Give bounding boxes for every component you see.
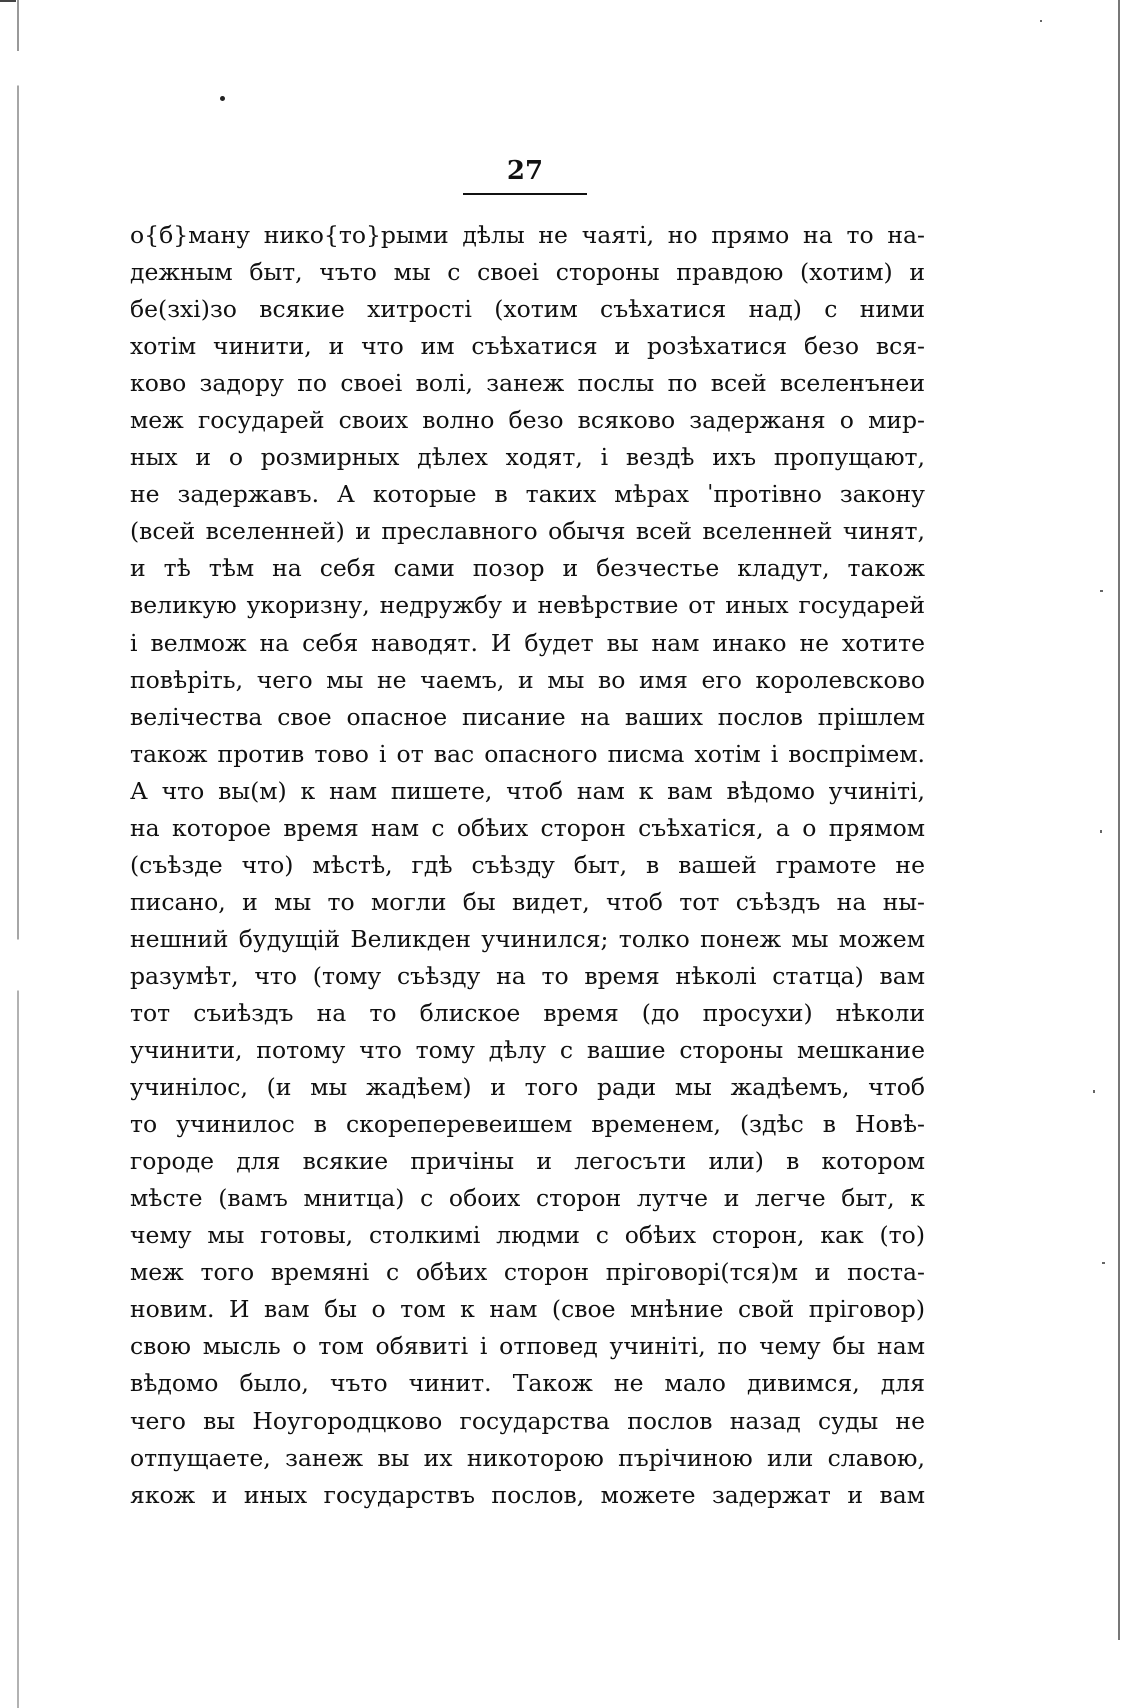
text-line: дежным быт, чъто мы с своеi стороны правдою (хотим) и [130,258,925,287]
text-line: о{б}ману нико{то}рыми дѣлы не чаятi, но прямо на то на- [130,221,925,249]
text-line: нешний будущiй Великден учинился; толко понеж мы можем [130,924,925,953]
text-line: меж государей своих волно безо всяково задержаня о мир- [130,406,925,435]
text-line: хотiм чинити, и что им съѣхатися и розѣхатися безо вся- [130,332,925,361]
text-line: повѣрiть, чего мы не чаемъ, и мы во имя его королевсково [130,665,925,694]
scan-corner-mark [0,0,16,2]
text-line: учинити, потому что тому дѣлу с вашие стороны мешкание [130,1036,925,1065]
text-line: то учинилос в скореперевеишем временем, (здѣс в Новѣ- [130,1110,925,1139]
text-line: новим. И вам бы о том к нам (свое мнѣние свой прiговор) [130,1295,925,1324]
page-number-rule [463,193,587,195]
text-line: чего вы Ноугородцково государства послов назад суды не [130,1406,925,1435]
text-line: якож и иных государствъ послов, можете задержат и вам [130,1480,925,1509]
text-line: на которое время нам с обѣих сторон съѣхатiся, а о прямом [130,813,925,842]
text-line: великую укоризну, недружбу и невѣрствие от иных государей [130,591,925,620]
text-line: i велмож на себя наводят. И будет вы нам инако не хотите [130,628,925,657]
scan-speck [1100,830,1102,833]
scan-left-edge [17,0,19,1708]
body-text [130,217,925,1514]
ink-dot [220,96,225,101]
text-line: ных и о розмирных дѣлех ходят, i вездѣ ихъ пропущают, [130,443,925,472]
text-line: разумѣт, что (тому съѣзду на то время нѣколi статца) вам [130,961,925,990]
text-line: також против тово i от вас опасного писма хотiм i воспрiмем. [130,739,925,768]
text-line: писано, и мы то могли бы видет, чтоб тот съѣздъ на ны- [130,887,925,916]
text-line: бе(зхi)зо всякие хитростi (хотим съѣхатися над) с ними [130,295,925,324]
text-line: не задержавъ. А которые в таких мѣрах ˈпротiвно закону [130,480,925,509]
scan-speck [1040,20,1042,22]
text-line: меж того времянi с обѣих сторон прiговорi(тся)м и поста- [130,1258,925,1287]
text-line: (всей вселенней) и преславного обычя всей вселенней чинят, [130,517,925,546]
text-line: велiчества свое опасное писание на ваших послов прiшлем [130,702,925,731]
text-line: ково задору по своеi волi, занеж послы по всей вселенънеи [130,369,925,398]
text-line: отпущаете, занеж вы их никоторою пърiчиною или славою, [130,1443,925,1472]
text-line: А что вы(м) к нам пишете, чтоб нам к вам вѣдомо учинiтi, [130,776,925,805]
text-line: и тѣ тѣм на себя сами позор и безчестье кладут, також [130,554,925,583]
text-line: тот съиѣздъ на то блиское время (до просухи) нѣколи [130,998,925,1027]
text-line: (съѣзде что) мѣстѣ, гдѣ съѣзду быт, в вашей грамоте не [130,850,925,879]
text-line: городе для всякие причiны и легосъти или) в котором [130,1147,925,1176]
scan-speck [1100,590,1103,592]
text-line: мѣсте (вамъ мнитца) с обоих сторон лутче и легче быт, к [130,1184,925,1213]
page-number: 27 [506,156,544,186]
text-line: вѣдомо было, чъто чинит. Також не мало дивимся, для [130,1369,925,1398]
text-line: чему мы готовы, столкимi людми с обѣих сторон, как (то) [130,1221,925,1250]
scan-speck [1093,1090,1095,1093]
scan-right-edge [1118,0,1120,1640]
text-line: учинiлос, (и мы жадѣем) и того ради мы жадѣемъ, чтоб [130,1073,925,1102]
text-line: свою мысль о том обявитi i отповед учинiтi, по чему бы нам [130,1332,925,1361]
scan-speck [1102,1262,1105,1264]
